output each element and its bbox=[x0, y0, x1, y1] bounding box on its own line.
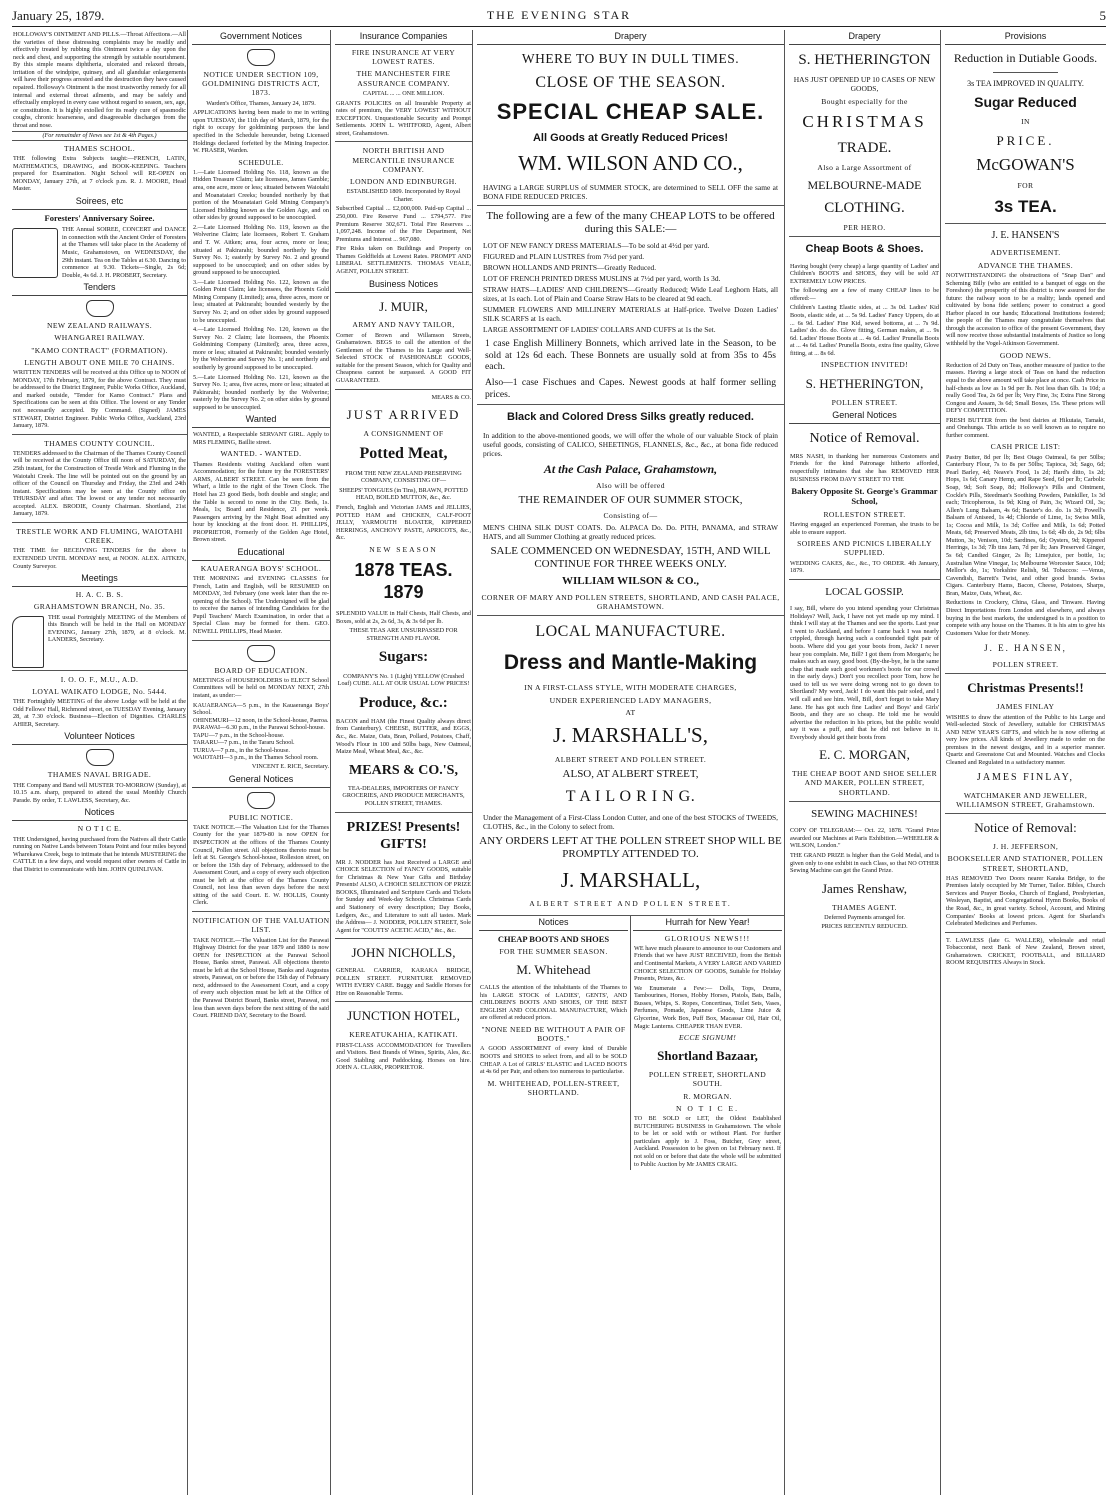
divider bbox=[335, 141, 472, 142]
christmas-presents: Christmas Presents!! bbox=[967, 680, 1084, 696]
divider bbox=[335, 389, 472, 390]
boe-item: OHINEMURI—12 noon, in the School-house, Paeroa. bbox=[193, 716, 329, 724]
hurrah-title: Hurrah for New Year! bbox=[633, 916, 782, 931]
bazaar-address: POLLEN STREET, SHORTLAND SOUTH. bbox=[648, 1070, 767, 1089]
section-educational: Educational bbox=[192, 546, 330, 561]
cash-price-list: CASH PRICE LIST: bbox=[990, 442, 1061, 452]
section-soirees: Soirees, etc bbox=[12, 195, 187, 210]
lodge-title: LOYAL WAIKATO LODGE, No. 5444. bbox=[32, 686, 167, 696]
gossip-body: I say, Bill, where do you intend spending your Christmas Holidays? Well, Jack, I have not yet made up my mind. I think I will stay at the Thames and see the sports. Last year I went to Auckland, and before I came back I was nearly crippled, through having such a confounded tight pair of boots. Where did you get your boots from, Jack? I never hear you complain. Me, Bill? I got them from Morgan's; he makes such an easy, good boot. (By-the-bye, he is the same chap that made such good workmen's boots for our crowd in the early days.) Don't you recollect poor Tom, how he used to tell us we were doing wrong not to go down to Shortland? My word, Jack! I do want this pair soled, and I will call and see him. Well, Bill, don't forget to take Mary Jane. He has got such fine Ladies' and Boys' and Girls' Boots, and they are so cheap. He told me he would advertise the reduction in his prices, but the public would say it was a puff, and that he did not believe in it. Everybody should get their boots from bbox=[790, 605, 939, 741]
sale-commenced: SALE COMMENCED ON WEDNESDAY, 15TH, AND WILL CONTINUE FOR THREE WEEKS ONLY. bbox=[490, 544, 771, 570]
wedding: WEDDING CAKES, &c., &c., TO ORDER. 4th January, 1879. bbox=[790, 559, 939, 575]
section-government: Government Notices bbox=[192, 30, 330, 45]
section-wanted: Wanted bbox=[192, 413, 330, 428]
drapery-subcolumns bbox=[477, 915, 784, 1170]
potted-list: SHEEPS' TONGUES (in Tins), BRAWN, POTTED HEAD, BOILED MUTTON, &c., &c. bbox=[339, 486, 468, 502]
section-drapery-2: Drapery bbox=[789, 30, 940, 45]
mears-title: MEARS & CO.'S, bbox=[349, 762, 458, 778]
column-3 bbox=[335, 30, 473, 1495]
sewing-machines: SEWING MACHINES! bbox=[811, 807, 918, 820]
per-hero: PER HERO. bbox=[843, 223, 886, 232]
pollen-street: POLLEN STREET. bbox=[831, 397, 898, 407]
junction-title: JUNCTION HOTEL, bbox=[347, 1008, 460, 1024]
nbm-figures: Subscribed Capital ... £2,000,000. Paid-up Capital ... 250,000. Fire Reserve Fund ... £794,577. Fire Premium Reserve 302,671. Total Fire Reserves ... 1,097,248. Income of the Fire Department, Net Premiums and Interest ... 967,080. bbox=[336, 205, 471, 243]
boe-item: TAPU—7 p.m., in the School-house. bbox=[193, 731, 285, 739]
for: FOR bbox=[1017, 181, 1034, 191]
black-silks: Black and Colored Dress Silks greatly reduced. bbox=[507, 411, 754, 424]
mens-coats: MEN'S CHINA SILK DUST COATS. Do. ALPACA Do. Do. PITH, PANAMA, and STRAW HATS, and all Summer Clothing at greatly reduced prices. bbox=[483, 522, 778, 541]
schedule-5: 5.—Late Licensed Holding No. 121, known as the Survey No. 1; area, five acres, more or less; situated at Pakirarahi; bounded northerly by the Wolverine; easterly by the Survey No. 2; on other sides by ground supposed to be unoccupied. bbox=[193, 373, 329, 411]
kauaeranga-title: KAUAERANGA BOYS' SCHOOL. bbox=[200, 563, 322, 573]
page-number: 5 bbox=[1099, 8, 1106, 23]
removed-body: HAS REMOVED Two Doors nearer Karaka Bridge, to the Premises lately occupied by Mr Turner, Tailor. Bibles, Church Services and Prayer Books, Church of England, Presbyterian, Wesleyan, Baptist, and Congregational Hymn Books, Books of the Road, &c., in great variety. School, Account, and Mining Companies' Books at lowest prices. Agent for Sharland's Celebrated Medicines and Perfumes. bbox=[946, 874, 1105, 928]
shortland-bazaar: Shortland Bazaar, bbox=[657, 1048, 758, 1064]
boe-item: WAIOTAHI—3 p.m., in the Thames School room. bbox=[193, 754, 319, 762]
tea-improved: 3s TEA IMPROVED IN QUALITY. bbox=[967, 78, 1084, 88]
lot-item: SUMMER FLOWERS AND MILLINERY MATERIALS at Half-price. Twelve Dozen Ladies' SILK SCARFS at 1s each. bbox=[483, 304, 778, 323]
hetherington-2: S. HETHERINGTON, bbox=[805, 375, 924, 391]
close-of-season: CLOSE OF THE SEASON. bbox=[535, 74, 726, 92]
section-meetings: Meetings bbox=[12, 572, 187, 587]
jefferson: J. H. JEFFERSON, bbox=[992, 842, 1059, 851]
bookseller: BOOKSELLER AND STATIONER, POLLEN STREET, SHORTLAND, bbox=[947, 854, 1104, 873]
potted-also: French, English and Victorian JAMS and JELLIES, POTTED HAM and CHICKEN, CALF-FOOT JELLY, YARMOUTH BLOATER, KIPPERED HERRINGS, ANCHOVY PASTE, APRICOTS, &c., &c. bbox=[336, 503, 471, 542]
consignment: A CONSIGNMENT OF bbox=[363, 428, 444, 438]
hansen-title: J. E. HANSEN'S bbox=[991, 230, 1060, 242]
schedule-title: SCHEDULE. bbox=[238, 157, 284, 167]
lawless: T. LAWLESS (late G. WALLER), wholesale and retail Tobacconist, next Bank of New Zealand, Brown street, Grahamstown. CRICKET, FOOTBALL, and BILLIARD ROOM REQUISITES Always in Stock. bbox=[946, 936, 1105, 967]
price: PRICE. bbox=[996, 132, 1055, 148]
hansen-2: J. E. HANSEN, bbox=[984, 643, 1067, 654]
dress-mantle: Dress and Mantle-Making bbox=[503, 650, 758, 674]
divider bbox=[945, 223, 1106, 224]
nbm-title: NORTH BRITISH AND MERCANTILE INSURANCE COMPANY. bbox=[352, 146, 455, 174]
mears-body: TEA-DEALERS, IMPORTERS OF FANCY GROCERIES, AND PRODUCE MERCHANTS, POLLEN STREET, THAMES. bbox=[342, 784, 465, 807]
divider bbox=[192, 640, 330, 641]
section-notices: Notices bbox=[12, 806, 187, 821]
crockery: Reductions in Crockery, China, Glass, and Tinware. Having Direct Importations from London and elsewhere, and always buying in the best markets, the undersigned is in a position to compete with any house on the Thames. It is his aim to give his Customers Value for their Money. bbox=[946, 599, 1105, 637]
hetherington-title: S. HETHERINGTON bbox=[798, 51, 931, 68]
lodge-body: THE Fortnightly MEETING of the above Lodge will be held at the Odd Fellows' Hall, Richmond street, on TUESDAY Evening, January 28, at 7.30 o'clock. Business—Election of Dignities. CHARLES AHIER, Secretary. bbox=[13, 698, 186, 728]
subcolumn-hurrah bbox=[631, 916, 784, 1170]
cheap-boots-body: Having bought (very cheap) a large quantity of Ladies' and Children's BOOTS and SHOES, they will be sold AT EXTREMELY LOW PRICES. bbox=[790, 262, 939, 285]
hansen-pollen: POLLEN STREET. bbox=[992, 660, 1059, 670]
public-notice-title: PUBLIC NOTICE. bbox=[228, 812, 294, 822]
issue-date: January 25, 1879. bbox=[12, 8, 105, 23]
advance-thames: ADVANCE THE THAMES. bbox=[977, 260, 1074, 270]
produce-title: Produce, &c.: bbox=[359, 694, 448, 711]
wanted-2-title: WANTED. - WANTED. bbox=[220, 449, 302, 459]
wilson-title: WM. WILSON AND CO., bbox=[518, 151, 743, 176]
watchmaker: WATCHMAKER AND JEWELLER, WILLIAMSON STREET, Grahamstown. bbox=[956, 790, 1095, 809]
where-to-buy: WHERE TO BUY IN DULL TIMES. bbox=[521, 50, 740, 66]
sugar-reduced: Sugar Reduced bbox=[974, 94, 1077, 111]
finlay-wishes: WISHES to draw the attention of the Public to his Large and Well-selected Stock of Jewellery, suitable for CHRISTMAS AND NEW YEAR'S GIFTS, and which he is now offering at very low prices. All kinds of Jewellery made to order on the premises in the newest designs, and in a superior manner. Quartz and Greenstone Cut and Mounted. Watches and Clocks Cleaned and Regulated in a satisfactory manner. bbox=[946, 713, 1105, 766]
prizes-title: PRIZES! Presents! GIFTS! bbox=[346, 819, 461, 852]
special-cheap-sale: SPECIAL CHEAP SALE. bbox=[496, 98, 765, 124]
orders: ANY ORDERS LEFT AT THE POLLEN STREET SHOP WILL BE PROMPTLY ATTENDED TO. bbox=[479, 835, 782, 861]
trestle-body: THE TIME for RECEIVING TENDERS for the above is EXTENDED UNTIL MONDAY next, at NOON. ALEX. AITKEN, County Surveyor. bbox=[13, 547, 186, 570]
divider bbox=[12, 522, 187, 523]
junction-sub: KEREATUKAHIA, KATIKATI. bbox=[349, 1030, 458, 1040]
reduction-dutiable: Reduction in Dutiable Goods. bbox=[953, 50, 1098, 65]
nzr-title: NEW ZEALAND RAILWAYS. bbox=[46, 321, 153, 331]
foresters-title: Foresters' Anniversary Soiree. bbox=[44, 212, 155, 223]
prices-reduced: PRICES RECENTLY REDUCED. bbox=[821, 923, 908, 931]
divider bbox=[335, 812, 472, 813]
cash-price-body: Pastry Butter, 8d per lb; Best Otago Oatmeal, 6s per 50lbs; Canterbury Flour, 7s to 8s per 50lbs; Tapioca, 3d; Sago, 6d; Pearl Barley, 4d; Neave's Food, 1s 2d; Hard's ditto, 1s 2d; Hops, 1s 6d; Canary Hemp, and Rape Seed, 6d per lb; Carbolic Soap, 9d; Soft Soap, 8d; Holloway's Pills and Ointment, Cockle's Pills, Steedman's Soothing Powders, Painkiller, 1s 3d each; Tricopherous, 1s 9d; King of Pain, 3s; Wizard Oil, 3s; Allen's Lung Balsam, 4s 6d; Baxter's do. do. 1s 3d; Powell's Balsam of Aniseed, 1s 4d; Chloride of Lime, 1s; Swiss Milk, 1s; Cocoa and Milk, 1s 3d; Coffee and Milk, 1s 6d; Potted Meats, 6d; Preserved Meats, 2lb tins, 1s 6d; 4lb do, 2s 9d; 6lbs Mutton, 3s; Venison, 10d; Sardines, 6d; Oysters, 9d; Kippered Herrings, 1s 3d; 7lb tins Jam, 7d per lb; Jars Preserved Ginger, 5s 6d; Candied Ginger, 2s lb; Limejuice, per bottle, 1s; Australian Wine Vinegar, 1s; Melbourne Worcester Sauce, 10d; Mellor's do, 1s; Yorkshire Relish, 9d. Tobaccos: —Venus, Cavendish, Barrett's Twist, and other good brands. Swiss Cigars. Canterbury Hams, Bacon, Cheese, Potatoes, Sharps, Bran, Maize, Oats, Wheat, &c. bbox=[946, 453, 1105, 597]
trestle-title: TRESTLE WORK AND FLUMING, WAIOTAHI CREEK. bbox=[16, 526, 183, 546]
section-notices-sub: Notices bbox=[479, 916, 628, 931]
column-4 bbox=[477, 30, 785, 1495]
wilson-having: HAVING a LARGE SURPLUS of SUMMER STOCK, are determined to SELL OFF the same at BONA FIDE REDUCED PRICES. bbox=[483, 182, 778, 201]
crest-icon bbox=[247, 645, 275, 662]
newspaper-title: THE EVENING STAR bbox=[486, 8, 632, 22]
renshaw: James Renshaw, bbox=[821, 880, 908, 896]
potted-meat: Potted Meat, bbox=[359, 445, 448, 463]
ioof-title: I. O. O. F., M.U., A.D. bbox=[60, 674, 139, 684]
foresters-body: THE Annual SOIREE, CONCERT and DANCE in connection with the Ancient Order of Foresters at the Thames will take place in the Academy of Music, Grahamstown, on WEDNESDAY, the 29th instant. Tea on the Tables at 6.30. Dancing to commence at 9.30. Tickets—Single, 2s 6d; Double, 4s 6d. J. H. PROBERT, Secretary. bbox=[62, 226, 187, 279]
nzr-length: LENGTH ABOUT ONE MILE 70 CHAINS. bbox=[24, 357, 175, 367]
fresh-butter: FRESH BUTTER from the best dairies at Hikutaia, Tamaki, and Onehunga. This article is so well known as to require no further comment. bbox=[946, 416, 1105, 439]
thames-agent: THAMES AGENT. bbox=[832, 902, 897, 912]
divider bbox=[945, 673, 1106, 674]
muir-sub: ARMY AND NAVY TAILOR, bbox=[352, 320, 455, 330]
whitehead-2: M. WHITEHEAD, POLLEN-STREET, SHORTLAND. bbox=[487, 1078, 620, 1097]
mears-tag: MEARS & CO. bbox=[431, 393, 471, 401]
divider bbox=[335, 938, 472, 939]
crest-icon bbox=[86, 300, 114, 317]
crest-icon bbox=[247, 49, 275, 66]
nzr-sub: WHANGAREI RAILWAY. bbox=[54, 333, 145, 343]
lot-item: BROWN HOLLANDS AND PRINTS—Greatly Reduced. bbox=[483, 262, 657, 272]
nbm-est: ESTABLISHED 1809. Incorporated by Royal Charter. bbox=[346, 188, 461, 203]
butcher-notice: TO BE SOLD or LET, the Oldest Established BUTCHERING BUSINESS in Grahamstown. The whole to be let or sold with or without Plant. For further particulars apply to J. Foss, Butcher, Grey street, Auckland. Possession to be given on 1st February next. If not sold on or before that date the whole will be submitted to Public Auction by Mr JAMES CRAIG. bbox=[634, 1115, 781, 1168]
muir-body: Corner of Brown and Willamson Streets, Grahamstown. BEGS to call the attention of the Gentlemen of the Thames to his Large and Well-Selected STOCK of FASHIONABLE GOODS, suitable for the present Season, which for Quality and Cheapness cannot be surpassed. A GOOD FIT GUARANTEED. bbox=[336, 331, 471, 384]
marshall-albert-2: ALBERT STREET AND POLLEN STREET. bbox=[529, 899, 732, 909]
potted-from: FROM THE NEW ZEALAND PRESERVING COMPANY, CONSISTING OF— bbox=[345, 469, 462, 485]
bakery: Bakery Opposite St. George's Grammar School, bbox=[791, 486, 938, 507]
lot-item: LARGE ASSORTMENT OF LADIES' COLLARS AND CUFFS at 1s the Set. bbox=[483, 324, 716, 334]
cheap-boots-title: CHEAP BOOTS AND SHOES bbox=[497, 933, 610, 944]
notice-removal: Notice of Removal. bbox=[809, 430, 920, 446]
following-lots: The following are a few of the many CHEAP LOTS to be offered during this SALE:— bbox=[486, 209, 775, 236]
column-6 bbox=[945, 30, 1106, 1495]
boe-item: TURUA—7 p.m., in the School-house. bbox=[193, 746, 290, 754]
muir-title: J. MUIR, bbox=[379, 298, 428, 314]
schedule-1: 1.—Late Licensed Holding No. 118, known as the Hidden Treasure Claim; late licensees, James Gamble; area, one acre, more or less; situated between Waiotahi and Moanataiari Creeks; bounded northerly by that portion of the Moanataiari Gold Mining Company's Licensed Holding known as the Golden Age, and on other sides by ground supposed to be unoccupied. bbox=[193, 168, 329, 222]
section-general: General Notices bbox=[192, 773, 330, 788]
r-morgan: R. MORGAN. bbox=[683, 1091, 732, 1101]
section-provisions: Provisions bbox=[945, 30, 1106, 45]
naval-body: THE Company and Band will MUSTER TO-MORROW (Sunday), at 10.15 a.m. sharp, prepared to attend the usual Monthly Church Parade. By order, T. LAWLESS, Secretary, &c. bbox=[13, 781, 186, 804]
also-albert: ALSO, AT ALBERT STREET, bbox=[562, 768, 699, 781]
manchester-title: THE MANCHESTER FIRE ASSURANCE COMPANY. bbox=[356, 69, 451, 88]
sugars-body: COMPANY'S No. 1 (Light) YELLOW (Crushed Loaf) CUBE. ALL AT OUR USUAL LOW PRICES! bbox=[337, 672, 470, 688]
james-finlay: JAMES FINLAY bbox=[996, 702, 1055, 712]
section-insurance: Insurance Companies bbox=[335, 30, 472, 45]
advertisement: ADVERTISEMENT. bbox=[990, 248, 1061, 258]
val-body: TAKE NOTICE.—The Valuation List for the Parawai Highway District for the year 1879 and 1880 is now OPEN for INSPECTION at the Parawai School House, Banks street, Parawai. All objections thereto must be left at the School House, Banks and Augustus streets, Parawai, on or before the 15th day of February next, addressed to the Assessment Court, and a copy of every such objection must be left at the Office of the Parawai District Board, Banks street, Parawai, not less than seven days before the next sitting of the said Court. FRIEND DAY, Secretary to the Board. bbox=[193, 936, 329, 1020]
soirees: SOIREES AND PICNICS LIBERALLY SUPPLIED. bbox=[797, 539, 932, 558]
nbm-sub: LONDON AND EDINBURGH. bbox=[350, 177, 457, 187]
in: IN bbox=[1021, 117, 1030, 127]
divider bbox=[12, 670, 187, 671]
cash-palace: At the Cash Palace, Grahamstown, bbox=[543, 461, 718, 476]
boe-body: MEETINGS of HOUSEHOLDERS to ELECT School Committees will be held on MONDAY NEXT, 27th instant, as under:— bbox=[193, 676, 329, 699]
lot-item: STRAW HATS—LADIES' AND CHILDREN'S—Greatly Reduced; Wide Leaf Leghorn Hats, all sizes, at 1s each. Lot of Plain and Coarse Straw Hats to be cleared at 9d each. bbox=[483, 284, 778, 303]
naval-title: THAMES NAVAL BRIGADE. bbox=[47, 770, 152, 780]
section-volunteer: Volunteer Notices bbox=[12, 730, 187, 745]
column-1 bbox=[12, 30, 188, 1495]
thames-school-title: THAMES SCHOOL. bbox=[64, 143, 135, 153]
tailoring: T A I L O R I N G. bbox=[565, 788, 696, 806]
nicholls-title: JOHN NICHOLLS, bbox=[351, 945, 456, 961]
wilson-2: WILLIAM WILSON & CO., bbox=[561, 575, 699, 588]
first-class: IN A FIRST-CLASS STYLE, WITH MODERATE CHARGES, bbox=[524, 683, 737, 693]
remainder-note: (For remainder of News see 1st & 4th Pages.) bbox=[12, 131, 187, 141]
marshall-albert: ALBERT STREET AND POLLEN STREET. bbox=[554, 754, 707, 764]
boe-item: TARARU—7 p.m., in the Tararu School. bbox=[193, 739, 295, 747]
for-season: FOR THE SUMMER SEASON. bbox=[499, 947, 608, 956]
none-need: "NONE NEED BE WITHOUT A PAIR OF BOOTS." bbox=[481, 1024, 626, 1044]
tea-unsurpassed: THESE TEAS ARE UNSURPASSED FOR STRENGTH AND FLAVOR. bbox=[349, 627, 458, 642]
boe-title: BOARD OF EDUCATION. bbox=[214, 665, 308, 675]
thames-school-body: THE following Extra Subjects taught:—FRENCH, LATIN, MATHEMATICS, DRAWING, and BOOK-KEEPING. Teachers prepared for Examination. Night School will RE-OPEN on MONDAY, January 27th, at 7 o'clock p.m. R. J. MOORE, Head Master. bbox=[13, 155, 186, 193]
notice-title: N O T I C E. bbox=[77, 824, 122, 834]
local-gossip: LOCAL GOSSIP. bbox=[825, 585, 904, 598]
boe-item: KAUAERANGA—5 p.m., in the Kauaeranga Boys' School. bbox=[193, 701, 329, 717]
melbourne-made: MELBOURNE-MADE bbox=[807, 178, 922, 193]
bonnets: 1 case English Millinery Bonnets, which arrived late in the Season, to be sold at 12s 6d each. These Bonnets are usually sold at from 35s to 45s each. bbox=[485, 337, 776, 373]
crest-icon bbox=[86, 749, 114, 766]
tailoring-body: Under the Management of a First-Class London Cutter, and one of the best STOCKS of TWEEDS, CLOTHS, &c., in the Colony to select from. bbox=[483, 812, 778, 831]
ec-morgan: E. C. MORGAN, bbox=[819, 747, 910, 763]
we-have: WE have much pleasure to announce to our Customers and Friends that we have JUST RECEIVED, from the British and Continental Markets, A VERY LARGE AND VARIED CHOICE SELECTION OF GOODS, Suitable for Holiday Presents, Prizes, &c. bbox=[634, 944, 781, 983]
hacbs-title: H. A. C. B. S. bbox=[75, 590, 124, 600]
divider bbox=[789, 236, 940, 237]
morgan-body: THE CHEAP BOOT AND SHOE SELLER AND MAKER, POLLEN STREET, SHORTLAND. bbox=[791, 769, 938, 797]
telegram: COPY OF TELEGRAM:— Oct. 22, 1878. "Grand Prize awarded our Machines at Paris Exhibition.—WHEELER & WILSON, London." bbox=[790, 827, 939, 850]
good-news: GOOD NEWS. bbox=[999, 350, 1052, 360]
fichues: Also—1 case Fischues and Capes. Newest goods at half former selling prices. bbox=[485, 377, 776, 400]
boot-items: Children's Lasting Elastic sides, at ... 3s 0d. Ladies' Kid Boots, elastic side, at ... 5s 9d. Ladies' Fancy Uppers, do at ... 6s 9d. Ladies' Fine Kid, sewed bottoms, at ... 7s 9d. Ladies' do. do. do. Glove fitting, German makes, at ... 9s 6d. Ladies' House Boots at ... 4s 6d. Ladies' Prunella Boots at ... 4s 6d. Ladies' Prunella Boots, extra fine quality, Glove fitting, at ... 8s 6d. bbox=[790, 304, 939, 357]
enumerate: We Enumerate a Few:— Dolls, Tops, Drums, Tambourines, Horses, Hobby Horses, Pistols, Bats, Balls, Busses, Whips, S. Ropes, Concertinas, Toilet Sets, Vases, Perfumes, Pomade, Japanese Goods, Lime Juice & Glycerine, Work Box, Puff Box, Macassar Oil, Hair Oil, Magic Lanterns. CHEAPER THAN EVER. bbox=[634, 984, 781, 1030]
kamo-contract: "KAMO CONTRACT" (FORMATION). bbox=[31, 345, 168, 355]
harp-icon bbox=[12, 616, 44, 668]
section-business: Business Notices bbox=[335, 278, 472, 293]
divider bbox=[477, 205, 784, 206]
notice-body: THE Undersigned, having purchased from the Natives all their Cattle running on Native Lands between Totara Point and four miles beyond Wharekawa Creek, begs to intimate that he intends MUSTERING the CATTLE in a few days, and would request other owners of Cattle in that District to communicate with him. JOHN QUINLIVAN. bbox=[13, 835, 186, 873]
finlay-2: JAMES FINLAY, bbox=[976, 772, 1075, 784]
tcc-body: TENDERS addressed to the Chairman of the Thames County Council will be received at the County Office till noon of SATURDAY, the 25th instant, for the Construction of Trestle Work and Fluming in the Waiotahi Creek. The line will be pointed out on the ground by an officer of the Council on Thursday and Friday, the 23rd and 24th instant. Specifications may be seen at the County office on THURSDAY and after. The lowest or any tender not necessarily accepted. ALEX. BRODIE, County Chairman. Shortland, 21st January, 1879. bbox=[13, 449, 186, 518]
boe-sign: VINCENT E. RICE, Secretary. bbox=[251, 763, 329, 771]
holloway-ad: HOLLOWAY'S OINTMENT AND PILLS.—Throat Affections.—All the varieties of these distressing complaints may be readily and effectively treated by rubbing this Ointment twice a day upon the neck and chest, and supporting the strength by suitable nourishment. By this simple means diphtheria, ulcerated and relaxed throats, irritation of the windpipe, quinsey, and all glandular enlargements will have their progress arrested and the destruction they have caused repaired. Holloway's Ointment is the most trustworthy remedy for all internal and external throat ailments, and may be safely and effectually employed in every case without regard to season, sex, age, or constitution. It is highly extolled for its ready cure of spasmodic coughs, chronic hoarseness, and disagreeable discharges from the throat and nose. bbox=[13, 31, 186, 129]
produce-body: BACON and HAM (the Finest Quality always direct from Canterbury). CHEESE, BUTTER, and EGGS, &c., &c. Maize, Oats, Bran, Pollard, Potatoes, Chaff, Wood's Flour in 100 and 50lbs bags, New Oatmeal, Maize Meal, Wheat Meal, &c., &c. bbox=[336, 717, 471, 756]
at: AT bbox=[625, 707, 636, 717]
tea-prices: SPLENDID VALUE in Half Chests, Half Chests, and Boxes, sold at 2s, 2s 6d, 3s, & 3s 6d per lb. bbox=[336, 609, 471, 625]
consisting: Consisting of— bbox=[603, 511, 658, 521]
grand-prize: THE GRAND PRIZE is higher than the Gold Medal, and is given only to one exhibit in each Class, so that NO OTHER Sewing Machine can get the Grand Prize. bbox=[790, 852, 939, 875]
lot-item: LOT OF NEW FANCY DRESS MATERIALS—To be sold at 4½d per yard. bbox=[483, 240, 710, 250]
kauaeranga-body: THE MORNING and EVENING CLASSES for French, Latin and English, will be RESUMED on MONDAY, 3rd February (one week later than the re-opening of the School). The Undersigned will be glad to receive the names of intending Candidates for the Pupil Teachers' March Examination, in order that a Special Class may be formed for them. GEO. NEWELL PHILLIPS, Head Master. bbox=[193, 575, 329, 636]
wilson-corner: CORNER OF MARY AND POLLEN STREETS, SHORTLAND, AND CASH PALACE, GRAHAMSTOWN. bbox=[481, 592, 780, 612]
schedule-2: 2.—Late Licensed Holding No. 119, known as the Wolverine Claim; late licensees, Robert T. Graham and T. W. Aitken; area, four acres, more or less; situated at Pakirarahi; bounded northerly by the Survey No. 1; easterly by Survey No. 2 and ground supposed to be unoccupied; and on other sides by ground supposed to be unoccupied. bbox=[193, 223, 329, 277]
lot-item: FIGURED and PLAIN LUSTRES from 7½d per yard. bbox=[483, 251, 645, 261]
applications: APPLICATIONS having been made to me in writing upon TUESDAY, the 11th day of March, 1879, for the right to occupy for goldmining purposes the land specified in the Schedule hereunder, being Licensed Holdings declared forfeited by the Mining Inspector. W. FRASER, Warden. bbox=[193, 109, 329, 155]
divider bbox=[477, 615, 784, 616]
remainder-stock: THE REMAINDER OF OUR SUMMER STOCK, bbox=[518, 493, 743, 506]
deferred: Deferred Payments arranged for. bbox=[824, 913, 905, 921]
notwithstanding: NOTWITHSTANDING the obstructions of "Snap Dan" and Scheming Billy (who are entitled to a banquet of eggs on the Foreshore) the prosperity of this district is now assured for the future: the railway soon to be a reality; lands opened and cultivated by bona fide settlers; power to construct a good Harbor placed in our hands; Educational Institutions fostered; the people of the Thames may congratulate themselves that through the accession to office of the present Government, they will now receive those substantial instalments of Justice so long withheld by the Vogel-Atkinson Government. bbox=[946, 271, 1105, 347]
also-assortment: Also a Large Assortment of bbox=[817, 162, 912, 172]
masthead bbox=[12, 6, 1106, 27]
just-arrived: JUST ARRIVED bbox=[346, 407, 461, 423]
bought: Bought especially for the bbox=[821, 96, 908, 106]
good-news-body: Reduction of 2d Duty on Teas, another measure of justice to the masses. Having a large stock of Teas on hand the reduction equal to the above amount will take place at once. Cash Price in half-chests as low as 1s 9d per lb. Not less than 6lb. 1s 10d; a really Good Tea, 2s 6d per lb; Very Fine, 3s; Extra Fine Strong Congou and Assam, 3s 6d; Small Boxes, 15s. These prices will DEFY COMPETITION. bbox=[946, 361, 1105, 415]
divider bbox=[945, 813, 1106, 814]
notice-title-2: N O T I C E. bbox=[676, 1103, 739, 1113]
crest-icon bbox=[247, 792, 275, 809]
wanted-1: WANTED, a Respectable SERVANT GIRL. Apply to MRS FLEMING, Baillie street. bbox=[193, 431, 329, 446]
column-2 bbox=[192, 30, 331, 1495]
valuation-body: TAKE NOTICE.—The Valuation List for the Thames County for the year 1879-80 is now OPEN for INSPECTION at the offices of the Thames County Council, Pollen street. All objections thereto must be left at St. George's School-house, Rollesion street, on or before the 15th day of February, addressed to the Assessment Court, and a copy of every such objection must be left at the office of the Thames County Council, not less than seven days before the next sitting of the said Court. E. W. HOLLIS, County Clerk. bbox=[193, 823, 329, 907]
reduced-prices: All Goods at Greatly Reduced Prices! bbox=[532, 131, 728, 144]
opened: HAS JUST OPENED UP 10 CASES OF NEW GOODS, bbox=[793, 75, 936, 94]
divider bbox=[993, 72, 1057, 73]
inspection: INSPECTION INVITED! bbox=[820, 360, 909, 370]
section-general-2: General Notices bbox=[789, 409, 940, 424]
column-5 bbox=[789, 30, 941, 1495]
cheap-boots-shoes: Cheap Boots & Shoes. bbox=[805, 243, 924, 256]
nash-body: MRS NASH, in thanking her numerous Customers and Friends for the kind Patronage hitherto afforded, respectfully intimates that she has REMOVED HER BUSINESS FROM DAVY STREET TO THE bbox=[790, 452, 939, 483]
nbm-body: Fire Risks taken on Buildings and Property on Thames Goldfields at Lowest Rates. PROMPT AND LIBERAL SETTLEMENTS. THOMAS VEALE, AGENT, POLLEN STREET. bbox=[336, 245, 471, 275]
nicholls-body: GENERAL CARRIER, KARAKA BRIDGE, POLLEN STREET. FURNITURE REMOVED WITH EVERY CARE. Buggy and Saddle Horses for Hire on Reasonable Terms. bbox=[336, 967, 471, 997]
good-assortment: A GOOD ASSORTMENT of every kind of Durable BOOTS and SHOES to select from, and all to be SOLD CHEAP. A Lot of GIRLS' ELASTIC and LACED BOOTS at 4s 6d per Pair, and others too numerous to particularise. bbox=[480, 1045, 627, 1076]
capital: CAPITAL ... ... ONE MILLION. bbox=[362, 89, 445, 97]
schedule-4: 4.—Late Licensed Holding No. 120, known as the Survey No. 2 Claim; late licensees, the Phoenix Goldmining Company (Limited); area, three acres, more or less; situated at Pakirarahi; bounded westerly by the Wolverine and Survey No. 1; and northerly and southerly by ground supposed to be unoccupied. bbox=[193, 326, 329, 371]
boe-item: PARAWAI—6.30 p.m., in the Parawai School-house. bbox=[193, 724, 325, 732]
marshall-title: J. MARSHALL'S, bbox=[553, 723, 708, 748]
sugars-title: Sugars: bbox=[378, 649, 429, 666]
subcolumn-notices bbox=[477, 916, 631, 1170]
foreman: Having engaged an experienced Foreman, she trusts to be able to ensure support. bbox=[790, 521, 939, 536]
trade: TRADE. bbox=[837, 139, 892, 156]
ecce-signum: ECCE SIGNUM! bbox=[678, 1033, 737, 1043]
foresters-emblem-icon bbox=[12, 228, 58, 278]
divider bbox=[477, 404, 784, 405]
hacbs-sub: GRAHAMSTOWN BRANCH, No. 35. bbox=[33, 602, 166, 612]
new-season: NEW SEASON bbox=[369, 544, 438, 554]
grants-body: GRANTS POLICIES on all Insurable Property at rates of premium, the VERY LOWEST WITHOUT EXCEPTION. Unquestionable Security and Prompt Settlements. JOHN L. WHITFORD, Agent, Albert street, Grahamstown. bbox=[336, 99, 471, 137]
val-title: NOTIFICATION OF THE VALUATION LIST. bbox=[192, 916, 330, 935]
mcgowans: McGOWAN'S bbox=[976, 154, 1075, 174]
section-drapery: Drapery bbox=[477, 30, 784, 45]
lot-item: LOT OF FRENCH PRINTED DRESS MUSLINS at 7½d per yard, worth 1s 3d. bbox=[483, 273, 721, 283]
christmas: CHRISTMAS bbox=[802, 111, 927, 131]
nodder-body: MR J. NODDER has Just Received a LARGE and CHOICE SELECTION of FANCY GOODS, suitable for Christmas & New Year Gifts and Birthday Presents! ALSO, A CHOICE SELECTION OF PRIZE BOOKS, Illuminated and Scripture Cards and Tickets for Sunday and Week-day Schools. Christmas Cards and Stationery of every description; Day Books, Ledgers, &c., and Literature to suit all tastes. Mark the Address— J. NODDER, POLLEN STREET, Sole Agent for "COUTTS' ACETIC ACID," &c., &c. bbox=[336, 858, 471, 934]
lady-managers: UNDER EXPERIENCED LADY MANAGERS, bbox=[549, 695, 712, 705]
rolleston: ROLLESTON STREET. bbox=[823, 509, 906, 519]
warden-office: Warden's Office, Thames, January 24, 1879. bbox=[206, 99, 316, 107]
also-offered: Also will be offered bbox=[596, 480, 665, 490]
tcc-title: THAMES COUNTY COUNCIL. bbox=[44, 438, 155, 448]
whitehead-title: M. Whitehead bbox=[516, 962, 591, 978]
divider bbox=[945, 932, 1106, 933]
divider bbox=[12, 434, 187, 435]
cheap-lines: The following are a few of many CHEAP lines to be offered:— bbox=[790, 287, 939, 302]
nzr-body: WRITTEN TENDERS will be received at this Office up to NOON of MONDAY, 17th February, 1879, for the above Contract. They must be addressed to the District Engineer, Public Works Office, Auckland, and marked outside, "Tender for Kamo Contract." Plans and Specifications can be seen at this Office. The lowest or any Tender not necessarily accepted. By Command. (Signed) JAMES STEWART, District Engineer. Public Works Office, Auckland, 23rd January, 1879. bbox=[13, 369, 186, 430]
divider bbox=[789, 801, 940, 802]
clothing: CLOTHING. bbox=[824, 199, 905, 216]
junction-body: FIRST-CLASS ACCOMMODATION for Travellers and Visitors. Best Brands of Wines, Spirits, Ales, &c. Good Stabling and Paddocking. Horses on hire. JOHN A. CLARK, PROPRIETOR. bbox=[336, 1041, 471, 1072]
tea-3s: 3s TEA. bbox=[994, 196, 1057, 216]
glorious-news: GLORIOUS NEWS!!! bbox=[664, 933, 751, 943]
divider bbox=[335, 1001, 472, 1002]
notice109-title: NOTICE UNDER SECTION 109, GOLDMINING DISTRICTS ACT, 1873. bbox=[202, 69, 320, 98]
teas-banner: 1878 TEAS. 1879 bbox=[354, 560, 453, 602]
addition: In addition to the above-mentioned goods, we will offer the whole of our valuable Stock of plain useful goods, consisting of CALICO, SHEETINGS, FLANNELS, &c., &c., at bona fide reduced prices. bbox=[483, 430, 778, 458]
wanted-2-body: Thames Residents visiting Auckland often want Accommodation; for the future try the FORESTERS' ARMS, ALBERT STREET. Can be seen from the Wharf, a little to the right of the Town Clock. The Hotel has 23 good Beds, both double and single; and the Table is second to none in the City. Beds, 1s. Meals, 1s; Board and Residence, 21 per week. Passengers arriving by the Night Boat admitted any hour by knocking at the front door. H. PHILLIPS, PROPRIETOR, Formerly of the Golden Age Hotel, Brown street. bbox=[193, 460, 329, 544]
hacbs-body: THE usual Fortnightly MEETING of the Members of this Branch will be held in the Hall on MONDAY EVENING, January 27th, 1879, at 8 o'clock. M. LANDERS, Secretary. bbox=[48, 613, 186, 644]
notice-of-removal: Notice of Removal: bbox=[974, 820, 1077, 836]
divider bbox=[192, 911, 330, 912]
section-tenders: Tenders bbox=[12, 281, 187, 296]
whitehead-calls: CALLS the attention of the inhabitants of the Thames to his LARGE STOCK of LADIES', GENTS', AND CHILDREN'S BOOTS AND SHOES, OF THE BEST ENGLISH AND COLONIAL MANUFACTURE, Which are offered at reduced prices. bbox=[480, 984, 627, 1022]
divider bbox=[789, 579, 940, 580]
fire-title: FIRE INSURANCE AT VERY LOWEST RATES. bbox=[351, 47, 456, 67]
schedule-3: 3.—Late Licensed Holding No. 122, known as the Golden Point Claim; late licensees, the Phoenix Gold Mining Company (Limited); area, three acres, more or less; situated at Pakirarahi; bounded westerly by the Survey No. 2; and on other sides by ground supposed to be unoccupied. bbox=[193, 278, 329, 324]
marshall-2: J. MARSHALL, bbox=[560, 867, 701, 892]
local-manufacture: LOCAL MANUFACTURE. bbox=[535, 623, 726, 641]
